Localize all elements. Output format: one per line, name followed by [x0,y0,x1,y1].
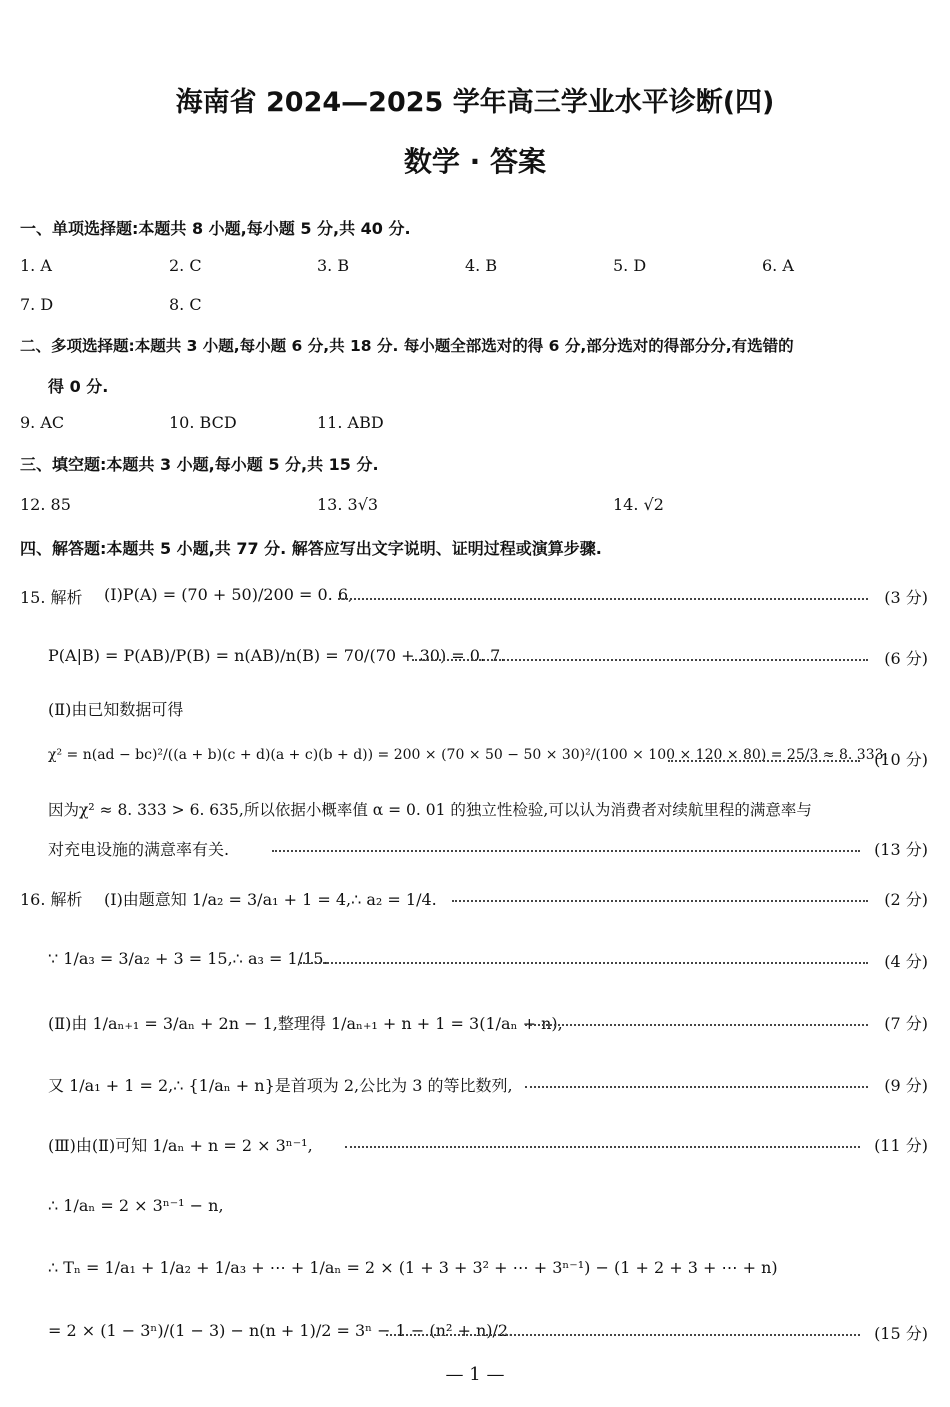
answer-10: 10. BCD [169,413,237,432]
section-2-heading: 二、多项选择题:本题共 3 小题,每小题 6 分,共 18 分. 每小题全部选对的得 6 分,部分选对的得部分分,有选错的 [20,337,794,355]
q15-step-2: P(A|B) = P(AB)/P(B) = n(AB)/n(B) = 70/(70 + 30) = 0. 7. [48,646,506,665]
q16-label: 16. 解析 [20,890,83,909]
q16-score-5: (11 分) [874,1136,928,1155]
q16-step-8: = 2 × (1 − 3ⁿ)/(1 − 3) − n(n + 1)/2 = 3ⁿ − 1 − (n² + n)/2. [48,1321,514,1340]
q16-score-8: (15 分) [874,1324,928,1343]
q16-score-2: (4 分) [884,952,928,971]
q16-score-1: (2 分) [884,890,928,909]
q16-leader-8 [386,1334,860,1336]
q16-leader-1 [452,900,868,902]
page-subtitle: 数学 · 答案 [403,145,547,178]
q15-score-4: (10 分) [874,750,928,769]
answer-1: 1. A [20,256,52,275]
answer-7: 7. D [20,295,54,314]
q15-score-6: (13 分) [874,840,928,859]
page-title: 海南省 2024—2025 学年高三学业水平诊断(四) [175,87,775,118]
q15-step-3: (Ⅱ)由已知数据可得 [48,700,184,719]
q16-step-2: ∵ 1/a₃ = 3/a₂ + 3 = 15,∴ a₃ = 1/15. [48,949,329,968]
q15-score-2: (6 分) [884,649,928,668]
q16-leader-2 [300,962,868,964]
q15-step-4: χ² = n(ad − bc)²/((a + b)(c + d)(a + c)(b + d)) = 200 × (70 × 50 − 50 × 30)²/(100 × 100 × 120 × 80) = 25/3 ≈ 8. 333. [48,747,888,763]
answer-9: 9. AC [20,413,65,432]
q16-step-3: (Ⅱ)由 1/aₙ₊₁ = 3/aₙ + 2n − 1,整理得 1/aₙ₊₁ + n + 1 = 3(1/aₙ + n), [48,1014,563,1033]
q15-step-1: (Ⅰ)P(A) = (70 + 50)/200 = 0. 6, [104,585,354,604]
q15-leader-1 [338,598,868,600]
answer-13: 13. 3√3 [317,495,379,514]
section-1-heading: 一、单项选择题:本题共 8 小题,每小题 5 分,共 40 分. [20,219,411,238]
answer-14: 14. √2 [613,495,664,514]
q15-leader-6 [272,850,860,852]
q15-leader-2 [412,659,868,661]
q16-leader-3 [525,1024,868,1026]
answer-8: 8. C [169,295,202,314]
answer-3: 3. B [317,256,350,275]
q16-step-5: (Ⅲ)由(Ⅱ)可知 1/aₙ + n = 2 × 3ⁿ⁻¹, [48,1136,313,1155]
q16-step-4: 又 1/a₁ + 1 = 2,∴ {1/aₙ + n}是首项为 2,公比为 3 的等比数列, [48,1076,513,1095]
q15-step-6: 对充电设施的满意率有关. [48,840,230,859]
answer-2: 2. C [169,256,202,275]
answer-4: 4. B [465,256,498,275]
section-3-heading: 三、填空题:本题共 3 小题,每小题 5 分,共 15 分. [20,455,379,474]
q16-step-6: ∴ 1/aₙ = 2 × 3ⁿ⁻¹ − n, [48,1196,224,1215]
answer-5: 5. D [613,256,647,275]
q16-score-3: (7 分) [884,1014,928,1033]
answer-11: 11. ABD [317,413,384,432]
q15-label: 15. 解析 [20,588,83,607]
q16-leader-4 [525,1086,868,1088]
q16-score-4: (9 分) [884,1076,928,1095]
q16-step-7: ∴ Tₙ = 1/a₁ + 1/a₂ + 1/a₃ + ⋯ + 1/aₙ = 2 × (1 + 3 + 3² + ⋯ + 3ⁿ⁻¹) − (1 + 2 + 3 + ⋯ + n) [48,1258,778,1277]
q15-score-1: (3 分) [884,588,928,607]
answer-12: 12. 85 [20,495,71,514]
section-4-heading: 四、解答题:本题共 5 小题,共 77 分. 解答应写出文字说明、证明过程或演算步骤. [20,539,602,558]
answer-6: 6. A [762,256,794,275]
section-2-heading-cont: 得 0 分. [48,377,109,396]
q16-leader-5 [345,1146,860,1148]
q15-leader-4 [668,760,860,762]
page-number: — 1 — [445,1364,505,1385]
q16-step-1: (Ⅰ)由题意知 1/a₂ = 3/a₁ + 1 = 4,∴ a₂ = 1/4. [104,890,437,909]
q15-step-5: 因为χ² ≈ 8. 333 > 6. 635,所以依据小概率值 α = 0. 01 的独立性检验,可以认为消费者对续航里程的满意率与 [48,801,812,819]
